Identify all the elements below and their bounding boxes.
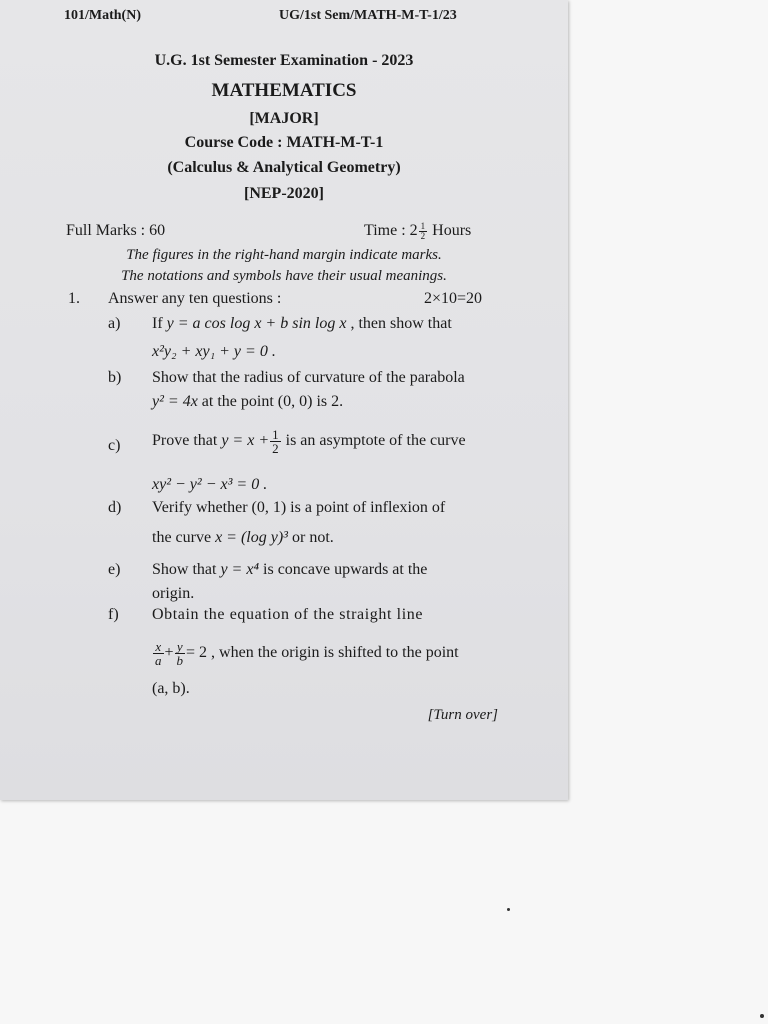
part-e-line2: origin. [152,585,195,602]
part-a-label: a) [108,315,121,332]
part-d-line1: Verify whether (0, 1) is a point of inflexion of [152,499,446,516]
time-frac-den: 2 [420,231,426,241]
scheme: [NEP-2020] [244,185,324,202]
part-f-fraction-2 [175,640,186,667]
part-b-line2 [152,393,343,411]
time-prefix: Time : 2 [364,222,418,240]
part-b-label: b) [108,369,122,386]
part-a-line1 [152,315,452,333]
part-a-pre: If [152,315,167,332]
course-name: (Calculus & Analytical Geometry) [167,159,401,176]
part-b-equation: y² = 4x [152,393,198,410]
part-f-line3: (a, b). [152,680,190,697]
subject-title: MATHEMATICS [211,80,357,101]
time-suffix: Hours [428,222,472,240]
part-a-equation: y = a cos log x + b sin log x [166,315,347,332]
part-a-line2: x²y₂ + xy₁ + y = 0 . [152,343,276,360]
exam-title: U.G. 1st Semester Examination - 2023 [154,52,414,69]
time-allowed [364,222,471,241]
part-f-frac2-num: y [175,640,186,654]
part-f-frac1-den: a [155,653,162,668]
part-f-line1: Obtain the equation of the straight line [152,606,424,623]
part-f-post: = 2 , when the origin is shifted to the point [186,644,459,662]
part-c-line1 [152,428,466,455]
part-d-equation: x = (log y)³ [215,529,288,546]
part-d-pre: the curve [152,529,216,546]
part-e-equation: y = x⁴ [220,561,260,578]
part-f-frac2-den: b [176,653,184,668]
part-e-post: is concave upwards at the [259,561,428,578]
part-b-line1: Show that the radius of curvature of the parabola [152,369,465,386]
part-c-fraction [270,428,281,455]
part-e-label: e) [108,561,121,578]
instruction-1: The figures in the right-hand margin indicate marks. [126,247,442,263]
part-f-plus: + [164,644,174,662]
paper-code-right: UG/1st Sem/MATH-M-T-1/23 [279,8,457,23]
question-text: Answer any ten questions : [108,290,282,307]
part-c-equation: y = x + [221,432,270,450]
time-fraction [419,222,428,241]
part-f-line2 [152,640,459,667]
part-c-frac-den: 2 [272,441,279,456]
time-frac-num: 1 [420,221,426,231]
part-e-pre: Show that [152,561,221,578]
part-d-post: or not. [287,529,334,546]
part-a-post: , then show that [346,315,452,332]
part-d-line2 [152,529,334,547]
part-c-frac-num: 1 [272,427,279,442]
scan-speck-corner [760,1014,764,1018]
part-f-fraction-1 [153,640,164,667]
part-d-label: d) [108,499,122,516]
full-marks: Full Marks : 60 [66,222,166,239]
part-f-label: f) [108,606,119,623]
paper-type: [MAJOR] [249,110,319,127]
turn-over-note: [Turn over] [427,707,498,723]
part-c-post: is an asymptote of the curve [281,432,466,450]
part-c-pre: Prove that [152,432,222,450]
part-c-line2: xy² − y² − x³ = 0 . [152,476,268,493]
part-f-frac1-num: x [153,640,164,654]
part-c-label: c) [108,437,121,454]
paper-code-left: 101/Math(N) [64,8,141,23]
course-code: Course Code : MATH-M-T-1 [184,134,384,151]
instruction-2: The notations and symbols have their usual meanings. [121,268,447,284]
part-e-line1 [152,561,427,579]
question-marks: 2×10=20 [424,290,483,307]
question-number: 1. [68,290,80,307]
scan-speck [507,908,510,911]
part-b-post: at the point (0, 0) is 2. [197,393,344,410]
